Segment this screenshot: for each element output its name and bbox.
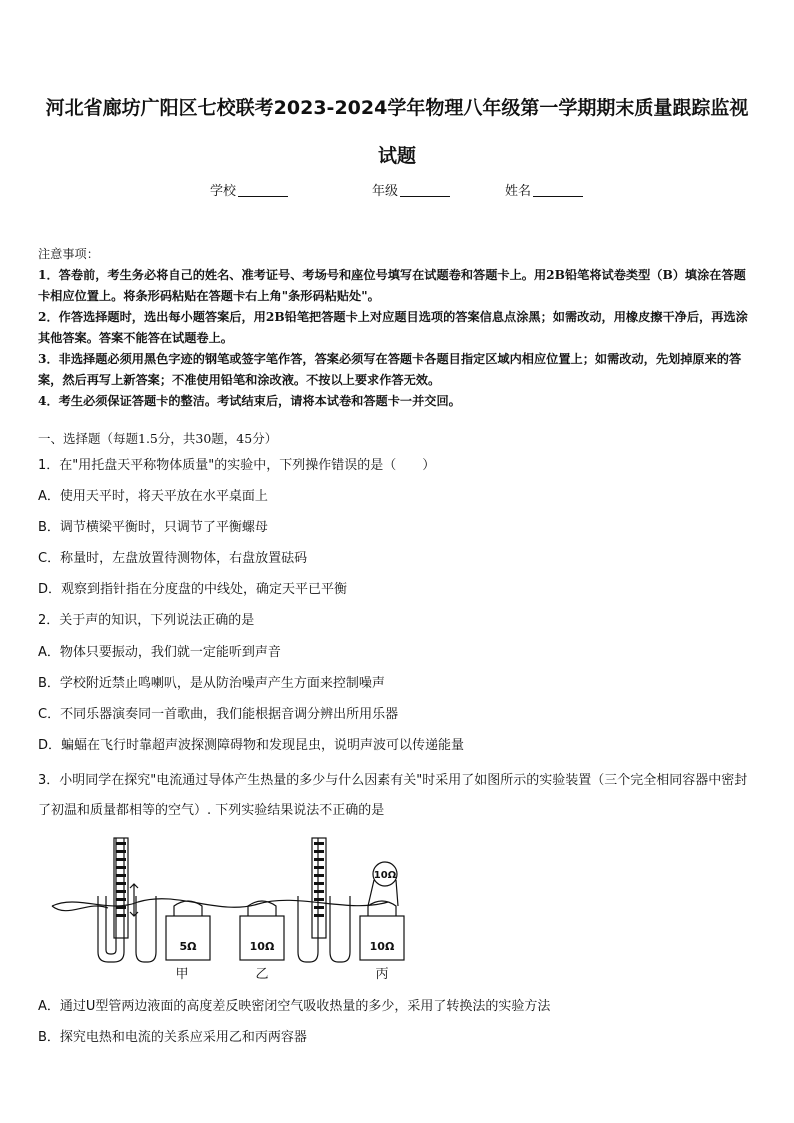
external-resistor-leads [368, 880, 398, 906]
school-label: 学校 [210, 184, 237, 199]
question-1-option-a: A．使用天平时，将天平放在水平桌面上 [38, 489, 268, 504]
question-1-option-c: C．称量时，左盘放置待测物体，右盘放置砝码 [38, 551, 308, 566]
question-2-stem: 2．关于声的知识，下列说法正确的是 [38, 613, 255, 628]
u-tube-1-right [136, 896, 156, 962]
resistor-label-yi: 10Ω [249, 940, 275, 953]
figure-label-jia: 甲 [175, 967, 189, 982]
name-field[interactable] [505, 180, 583, 199]
notice-heading: 注意事项： [38, 247, 99, 261]
resistor-label-jia: 5Ω [179, 940, 197, 953]
container-jia-leads [174, 901, 202, 916]
question-3-option-b: B．探究电热和电流的关系应采用乙和丙两容器 [38, 1030, 307, 1045]
question-2-option-b: B．学校附近禁止鸣喇叭，是从防治噪声产生方面来控制噪声 [38, 676, 385, 691]
question-1-option-b: B．调节横梁平衡时，只调节了平衡螺母 [38, 520, 268, 535]
grade-blank[interactable] [400, 196, 450, 197]
experiment-figure [48, 834, 408, 986]
external-resistor-label: 10Ω [373, 870, 397, 881]
name-label: 姓名 [505, 184, 532, 199]
question-2-option-c: C．不同乐器演奏同一首歌曲，我们能根据音调分辨出所用乐器 [38, 707, 399, 722]
notice-item: 2．作答选择题时，选出每小题答案后，用2B铅笔把答题卡上对应题目选项的答案信息点涂黑；如需改动，用橡皮擦干净后，再选涂其他答案。答案不能答在试题卷上。 [38, 310, 748, 345]
question-2-option-a: A．物体只要振动，我们就一定能听到声音 [38, 645, 281, 660]
exam-notice [38, 244, 756, 412]
u-tube-2-right [330, 896, 350, 962]
grade-label: 年级 [372, 184, 399, 199]
question-3-stem: 3．小明同学在探究"电流通过导体产生热量的多少与什么因素有关"时采用了如图所示的实验装置（三个完全相同容器中密封了初温和质量都相等的空气）. 下列实验结果说法不正确的是 [38, 773, 748, 818]
experiment-apparatus-diagram [48, 834, 408, 982]
circuit-wire [52, 906, 108, 911]
resistor-label-bing: 10Ω [369, 940, 395, 953]
exam-title: 河北省廊坊广阳区七校联考2023-2024学年物理八年级第一学期期末质量跟踪监视试题 [45, 97, 749, 167]
section-heading: 一、选择题（每题1.5分，共30题，45分） [38, 431, 278, 446]
container-bing [360, 916, 404, 960]
question-3-option-a: A．通过U型管两边液面的高度差反映密闭空气吸收热量的多少，采用了转换法的实验方法 [38, 999, 551, 1014]
school-blank[interactable] [238, 196, 288, 197]
notice-item: 1．答卷前，考生务必将自己的姓名、准考证号、考场号和座位号填写在试题卷和答题卡上。用2B铅笔将试卷类型（B）填涂在答题卡相应位置上。将条形码粘贴在答题卡右上角"条形码粘贴处"。 [38, 268, 746, 303]
question-2-option-d: D．蝙蝠在飞行时靠超声波探测障碍物和发现昆虫，说明声波可以传递能量 [38, 738, 465, 753]
container-jia [166, 916, 210, 960]
container-yi [240, 916, 284, 960]
question-1-option-d: D．观察到指针指在分度盘的中线处，确定天平已平衡 [38, 582, 348, 597]
figure-label-yi: 乙 [255, 967, 269, 982]
name-blank[interactable] [533, 196, 583, 197]
notice-item: 4．考生必须保证答题卡的整洁。考试结束后，请将本试卷和答题卡一并交回。 [38, 394, 461, 408]
height-diff-arrow [130, 884, 138, 916]
school-field[interactable] [210, 180, 288, 199]
figure-label-bing: 丙 [375, 967, 389, 982]
notice-item: 3．非选择题必须用黑色字迹的钢笔或签字笔作答，答案必须写在答题卡各题目指定区域内相应位置上；如需改动，先划掉原来的答案，然后再写上新答案；不准使用铅笔和涂改液。不按以上要求作答无效。 [38, 352, 742, 387]
grade-field[interactable] [372, 180, 450, 199]
question-1-stem: 1．在"用托盘天平称物体质量"的实验中，下列操作错误的是（ ） [38, 458, 436, 473]
